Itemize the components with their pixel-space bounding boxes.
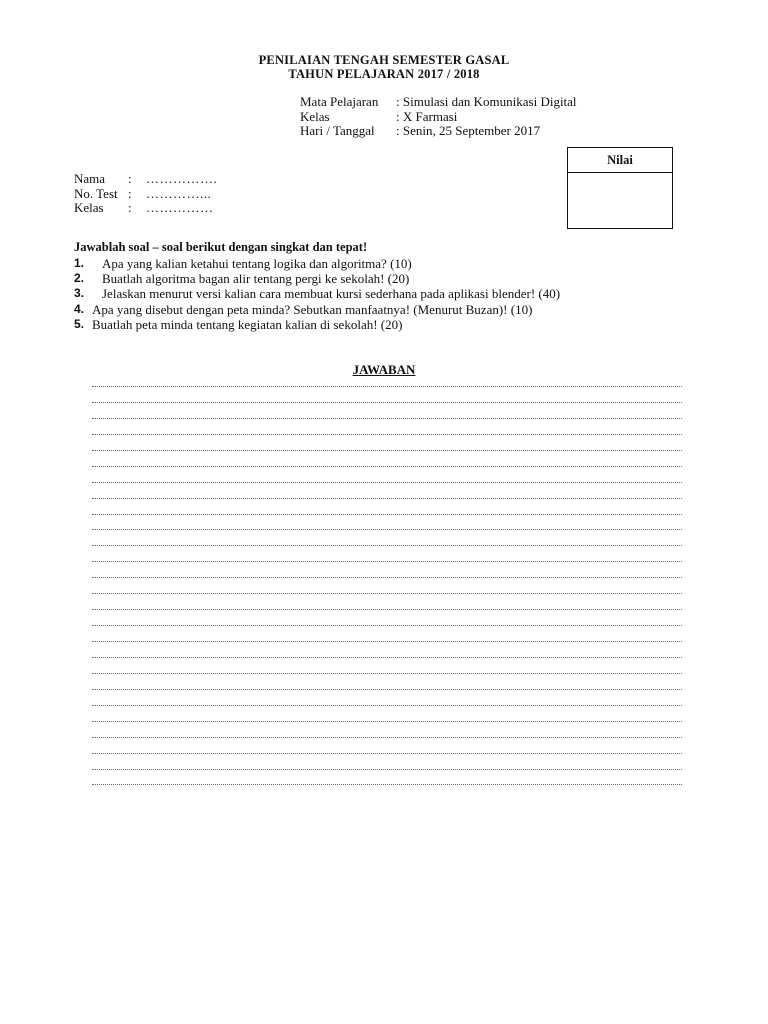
answer-line — [92, 386, 682, 387]
answer-line — [92, 498, 682, 499]
answer-line — [92, 593, 682, 594]
info-value: : Simulasi dan Komunikasi Digital — [396, 94, 577, 109]
identity-label: Nama — [74, 171, 106, 186]
answer-section-title: JAWABAN — [352, 362, 416, 377]
answer-line — [92, 514, 682, 515]
info-row-subject — [300, 95, 577, 110]
answer-line — [92, 753, 682, 754]
identity-colon: : — [128, 171, 132, 186]
answer-line — [92, 689, 682, 690]
academic-year: TAHUN PELAJARAN 2017 / 2018 — [288, 67, 480, 81]
identity-row-test-number — [74, 187, 217, 202]
info-value: : X Farmasi — [396, 108, 458, 124]
question-text: Buatlah algoritma bagan alir tentang pergi ke sekolah! (20) — [102, 271, 410, 287]
question-text: Apa yang kalian ketahui tentang logika dan algoritma? (10) — [102, 256, 412, 271]
question-text: Buatlah peta minda tentang kegiatan kalian di sekolah! (20) — [92, 316, 403, 332]
question-number: 2. — [74, 271, 85, 286]
answer-line — [92, 721, 682, 722]
identity-label: Kelas — [74, 200, 104, 215]
instruction: Jawablah soal – soal berikut dengan singkat dan tepat! — [74, 240, 368, 254]
question-item — [74, 317, 560, 332]
question-list — [74, 256, 560, 332]
info-label: Hari / Tanggal — [300, 123, 375, 138]
info-row-date — [300, 124, 577, 139]
identity-blank: ……………. — [146, 171, 218, 186]
answer-line — [92, 609, 682, 610]
info-value: : Senin, 25 September 2017 — [396, 123, 541, 138]
answer-line — [92, 784, 682, 785]
answer-line — [92, 625, 682, 626]
info-label: Kelas — [300, 108, 330, 124]
question-text: Apa yang disebut dengan peta minda? Sebutkan manfaatnya! (Menurut Buzan)! (10) — [92, 301, 533, 317]
identity-row-name — [74, 172, 217, 187]
info-label: Mata Pelajaran — [300, 94, 379, 109]
identity-colon: : — [128, 200, 132, 215]
exam-info — [300, 95, 577, 139]
question-item — [74, 271, 560, 286]
answer-line — [92, 545, 682, 546]
identity-blank: …………... — [146, 185, 212, 201]
answer-line — [92, 434, 682, 435]
info-row-class — [300, 110, 577, 125]
identity-label: No. Test — [74, 185, 118, 201]
exam-title: PENILAIAN TENGAH SEMESTER GASAL — [258, 53, 510, 67]
answer-line — [92, 561, 682, 562]
answer-line — [92, 482, 682, 483]
question-item — [74, 302, 560, 317]
identity-blank: …………… — [146, 200, 214, 215]
answer-line — [92, 577, 682, 578]
question-item — [74, 286, 560, 301]
identity-row-class — [74, 201, 217, 216]
question-text: Jelaskan menurut versi kalian cara membuat kursi sederhana pada aplikasi blender! (40) — [102, 286, 561, 302]
identity-colon: : — [128, 185, 132, 201]
question-number: 5. — [74, 316, 85, 331]
student-identity — [74, 172, 217, 216]
answer-line — [92, 529, 682, 530]
answer-line — [92, 450, 682, 451]
answer-line — [92, 657, 682, 658]
answer-line — [92, 705, 682, 706]
answer-line — [92, 402, 682, 403]
score-label: Nilai — [568, 148, 672, 173]
answer-line — [92, 466, 682, 467]
answer-line — [92, 737, 682, 738]
answer-line — [92, 673, 682, 674]
question-item — [74, 256, 560, 271]
score-box — [567, 147, 673, 229]
answer-line — [92, 769, 682, 770]
answer-line — [92, 418, 682, 419]
question-number: 3. — [74, 286, 85, 301]
answer-line — [92, 641, 682, 642]
question-number: 4. — [74, 301, 85, 316]
question-number: 1. — [74, 256, 85, 270]
answer-lines — [92, 386, 682, 800]
